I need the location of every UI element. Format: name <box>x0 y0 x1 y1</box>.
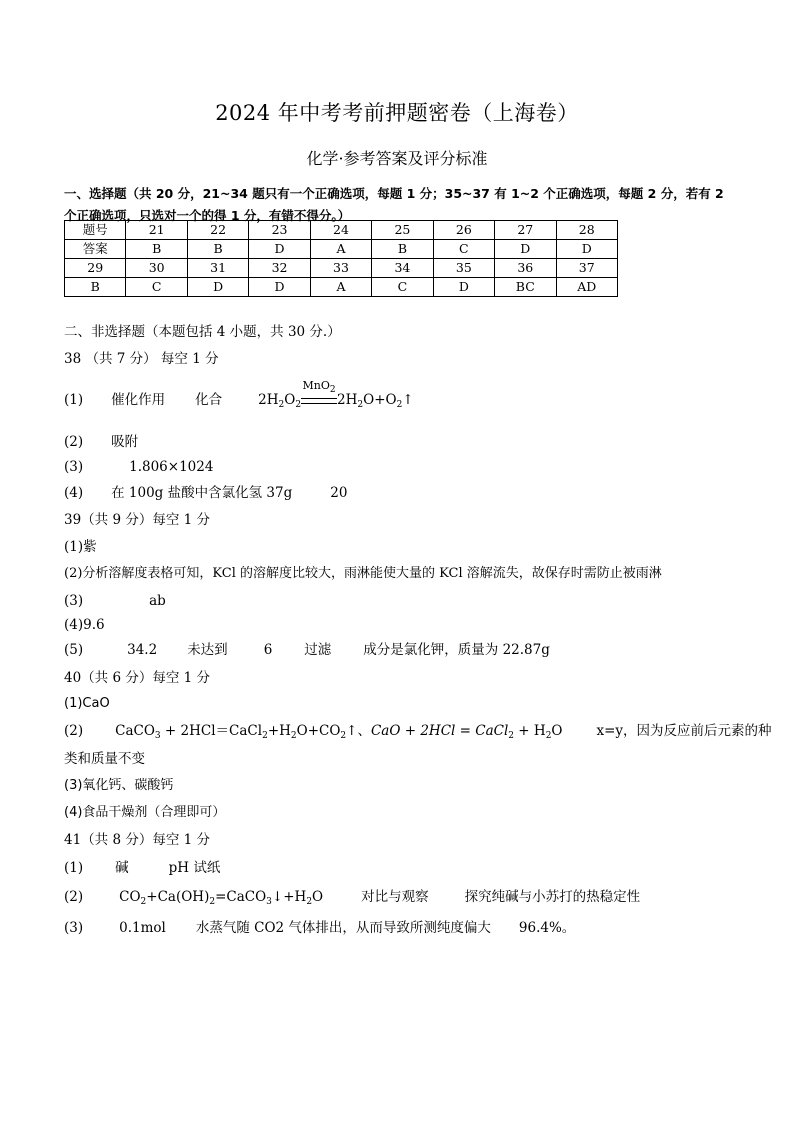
q38-a1-num: (1) <box>64 392 84 408</box>
q41-a3-num: (3) <box>64 920 84 936</box>
q41-a1-num: (1) <box>64 860 84 876</box>
answer-table-cell: D <box>556 240 618 259</box>
section2-heading: 二、非选择题（本题包括 4 小题，共 30 分.） <box>64 324 341 340</box>
q41-header: 41（共 8 分）每空 1 分 <box>64 832 211 848</box>
q38-a1-text2: 化合 <box>195 392 223 408</box>
section1-heading: 一、选择题（共 20 分，21~34 题只有一个正确选项，每题 1 分；35~37 有 1~2 个正确选项，每题 2 分，若有 2 个正确选项，只选对一个的得 1 分，有错不得分。） <box>64 186 724 223</box>
q38-answer-4 <box>64 483 347 503</box>
answer-table-cell: 25 <box>372 221 433 240</box>
q41-a3-t2: 水蒸气随 CO2 气体排出，从而导致所测纯度偏大 <box>195 920 491 936</box>
q39-answer-3 <box>64 591 166 611</box>
q39-a3-num: (3) <box>64 593 84 609</box>
q39-a5-t1: 34.2 <box>127 642 158 658</box>
answer-table-cell: C <box>372 278 433 297</box>
answer-table-cell: 22 <box>187 221 248 240</box>
answer-table-cell: BC <box>495 278 556 297</box>
q41-a2-t2: 探究纯碱与小苏打的热稳定性 <box>464 889 641 905</box>
answer-table-cell: 29 <box>65 259 126 278</box>
answer-table-cell: 33 <box>310 259 371 278</box>
answer-table-cell: D <box>495 240 556 259</box>
answer-table-cell: 35 <box>433 259 494 278</box>
answer-table-cell: B <box>126 240 187 259</box>
answer-table-cell: 34 <box>372 259 433 278</box>
q38-equation: $2H_2O_2$ MnO$_2$ $2H_2O+O_2↑$ <box>258 379 414 410</box>
q38-answer-1 <box>64 379 414 410</box>
answer-table-cell: 24 <box>310 221 371 240</box>
q40-a2-num: (2) <box>64 723 84 739</box>
q38-header: 38 （共 7 分） 每空 1 分 <box>64 351 219 367</box>
q40-a2-tail: x=y，因为反应前后元素的种 <box>596 723 772 739</box>
q39-a5-t2: 未达到 <box>187 642 228 658</box>
answer-table-row <box>65 221 618 240</box>
answer-table-row <box>65 278 618 297</box>
q40-answer-1: (1)CaO <box>64 696 110 711</box>
answer-table-cell: C <box>433 240 494 259</box>
answer-table-cell: 题号 <box>65 221 126 240</box>
answer-table-cell: 23 <box>249 221 310 240</box>
q38-catalyst: MnO <box>302 379 330 392</box>
q38-a4-text1: 在 100g 盐酸中含氯化氢 37g <box>111 485 293 501</box>
q38-catalyst-sub: 2 <box>329 385 336 395</box>
q41-a2-num: (2) <box>64 889 84 905</box>
answer-table-cell: 28 <box>556 221 618 240</box>
q41-answer-2 <box>64 887 640 907</box>
answer-table-cell: C <box>126 278 187 297</box>
q38-a4-num: (4) <box>64 485 84 501</box>
answer-table-cell: B <box>372 240 433 259</box>
answer-table-cell: A <box>310 240 371 259</box>
q38-a3-text: 1.806×1024 <box>129 459 214 475</box>
q39-a5-num: (5) <box>64 642 84 658</box>
answer-table-cell: 32 <box>249 259 310 278</box>
q41-a3-t1: 0.1mol <box>119 920 166 936</box>
answer-table-cell: B <box>65 278 126 297</box>
q39-a3-text: ab <box>149 593 166 609</box>
answer-table-cell: AD <box>556 278 618 297</box>
q38-a2-num: (2) <box>64 434 84 450</box>
q39-a5-t5: 成分是氯化钾，质量为 22.87g <box>363 642 550 658</box>
answer-table-row <box>65 259 618 278</box>
q41-equation: $CO_2+Ca(OH)_2=CaCO_3↓+H_2O$ <box>119 889 324 907</box>
answer-table-cell: 36 <box>495 259 556 278</box>
answer-table-cell: 21 <box>126 221 187 240</box>
q38-a3-num: (3) <box>64 459 84 475</box>
answer-table-cell: 31 <box>187 259 248 278</box>
q40-equation-2: CaO <box>370 723 401 739</box>
page-subtitle: 化学·参考答案及评分标准 <box>306 149 488 168</box>
page-title: 2024 年中考考前押题密卷（上海卷） <box>215 101 579 125</box>
q41-a3-t3: 96.4%。 <box>518 920 576 936</box>
q41-a1-t2: pH 试纸 <box>168 860 221 876</box>
q38-answer-3 <box>64 457 213 477</box>
answer-table-cell: B <box>187 240 248 259</box>
q39-a5-t4: 过滤 <box>304 642 332 658</box>
answer-table-cell: 27 <box>495 221 556 240</box>
q41-answer-1 <box>64 858 220 878</box>
answer-table-cell: D <box>187 278 248 297</box>
q38-answer-2 <box>64 432 138 452</box>
answer-table-cell: D <box>249 240 310 259</box>
q39-answer-1: (1)紫 <box>64 539 97 555</box>
q39-answer-2: (2)分析溶解度表格可知，KCl 的溶解度比较大，雨淋能使大量的 KCl 溶解流失，故保存时需防止被雨淋 <box>64 566 662 581</box>
q41-a1-t1: 碱 <box>115 860 129 876</box>
answer-table <box>64 220 618 297</box>
answer-table-cell: D <box>249 278 310 297</box>
q39-header: 39（共 9 分）每空 1 分 <box>64 512 211 528</box>
answer-table-cell: A <box>310 278 371 297</box>
answer-table-cell: 37 <box>556 259 618 278</box>
answer-table-row <box>65 240 618 259</box>
q40-answer-3: (3)氧化钙、碳酸钙 <box>64 778 174 793</box>
q40-header: 40（共 6 分）每空 1 分 <box>64 670 211 686</box>
q38-a1-text1: 催化作用 <box>111 392 166 408</box>
q38-a4-text2: 20 <box>330 485 348 501</box>
q40-answer-2: (2) CaCO$_3$ + $2HCl=CaCl_2+H_2O+CO_2↑$、CaO + 2HCl = CaCl$_2$ + $H_2O$ x=y，因为反应前后元素的种 <box>64 723 772 741</box>
q38-a2-text: 吸附 <box>111 434 139 450</box>
answer-table-cell: D <box>433 278 494 297</box>
answer-table-cell: 答案 <box>65 240 126 259</box>
q40-equation-1: CaCO$_3$ + $2HCl=CaCl_2+H_2O+CO_2↑$ <box>115 723 358 741</box>
answer-table-cell: 30 <box>126 259 187 278</box>
answer-table-cell: 26 <box>433 221 494 240</box>
q41-answer-3 <box>64 918 575 938</box>
q40-answer-2-cont: 类和质量不变 <box>64 751 145 767</box>
q40-answer-4: (4)食品干燥剂（合理即可） <box>64 805 226 820</box>
q39-a5-t3: 6 <box>263 642 273 658</box>
q39-answer-4: (4)9.6 <box>64 617 105 633</box>
q39-answer-5 <box>64 640 550 660</box>
q41-a2-t1: 对比与观察 <box>361 889 429 905</box>
